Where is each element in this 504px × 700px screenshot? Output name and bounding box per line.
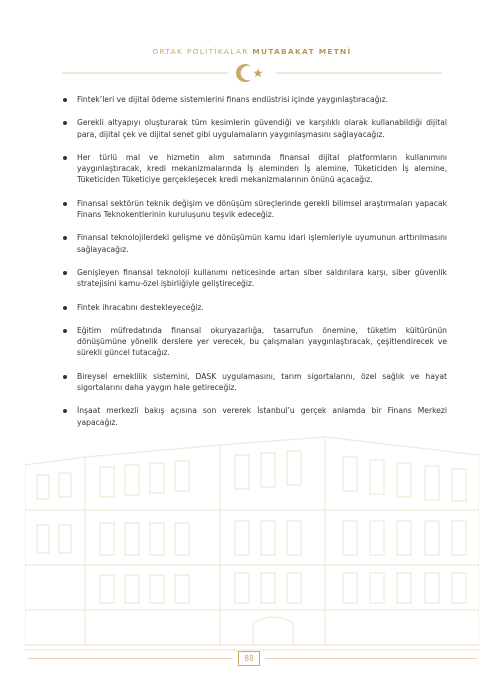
bullet-icon xyxy=(63,98,67,102)
list-item xyxy=(62,152,447,186)
list-item-text: Fintek’leri ve dijital ödeme sistemlerini finans endüstrisi içinde yaygınlaştıracağız. xyxy=(77,95,388,104)
bullet-list xyxy=(62,94,447,440)
footer-line-right xyxy=(265,658,477,659)
header-title-normal: ORTAK POLİTİKALAR xyxy=(152,47,249,56)
header-title-bold: MUTABAKAT METNİ xyxy=(252,47,352,56)
list-item xyxy=(62,325,447,359)
bullet-icon xyxy=(63,271,67,275)
list-item-text: İnşaat merkezli bakış açısına son vererek İstanbul’u gerçek anlamda bir Finans Merkezi yapacağız. xyxy=(77,406,447,427)
bullet-icon xyxy=(63,236,67,240)
list-item xyxy=(62,117,447,140)
building-watermark xyxy=(25,435,479,655)
crescent-star-divider xyxy=(0,62,504,84)
list-item xyxy=(62,405,447,428)
list-item-text: Her türlü mal ve hizmetin alım satımında finansal dijital platformların kullanımını yaygınlaştıracak, kredi mekanizmalarında İş aleminden İş alemine, Tüketiciden İş alemine, Tüketiciden Tüketiciye gerçekleşecek kredi mekanizmalarının önünü açacağız. xyxy=(77,152,447,185)
bullet-icon xyxy=(63,375,67,379)
bullet-icon xyxy=(63,202,67,206)
bullet-icon xyxy=(63,329,67,333)
list-item xyxy=(62,232,447,255)
list-item xyxy=(62,94,447,105)
list-item-text: Eğitim müfredatında finansal okuryazarlığa, tasarrufun önemine, tüketim kültürünün dönüşümüne yönelik derslere yer verecek, bu çalışmaları yaygınlaştıracak, çeşitlendirecek ve sürekli güncel tutacağız. xyxy=(77,325,447,358)
list-item xyxy=(62,267,447,290)
list-item xyxy=(62,371,447,394)
page-number: 88 xyxy=(238,651,260,666)
bullet-icon xyxy=(63,409,67,413)
bullet-icon xyxy=(63,306,67,310)
list-item xyxy=(62,198,447,221)
list-item-text: Finansal sektörün teknik değişim ve dönüşüm süreçlerinde gerekli bilimsel araştırmaları yapacak Finans Teknokentlerinin kuruluşunu teşvik edeceğiz. xyxy=(77,198,447,220)
page-header xyxy=(0,47,504,56)
crescent-star-icon xyxy=(236,64,263,82)
list-item-text: Fintek ihracatını destekleyeceğiz. xyxy=(77,302,204,312)
list-item-text: Finansal teknolojilerdeki gelişme ve dönüşümün kamu idari işlemleriyle uyumunun arttırılmasını sağlayacağız. xyxy=(77,233,447,254)
list-item-text: Bireysel emeklilik sistemini, DASK uygulamasını, tarım sigortalarını, özel sağlık ve hayat sigortalarını daha yaygın hale getireceğiz. xyxy=(77,371,447,393)
list-item-text: Genişleyen finansal teknoloji kullanımı neticesinde artan siber saldırılara karşı, siber güvenlik stratejisini kamu-özel işbirliğiyle geliştireceğiz. xyxy=(77,267,447,289)
bullet-icon xyxy=(63,156,67,160)
list-item xyxy=(62,302,447,313)
footer-line-left xyxy=(28,658,233,659)
list-item-text: Gerekli altyapıyı oluşturarak tüm kesimlerin güvendiği ve karşılıklı olarak kullanabildiği dijital para, dijital çek ve dijital senet gibi uygulamaların yaygınlaşmasını sağlayacağız. xyxy=(77,118,447,139)
bullet-icon xyxy=(63,121,67,125)
